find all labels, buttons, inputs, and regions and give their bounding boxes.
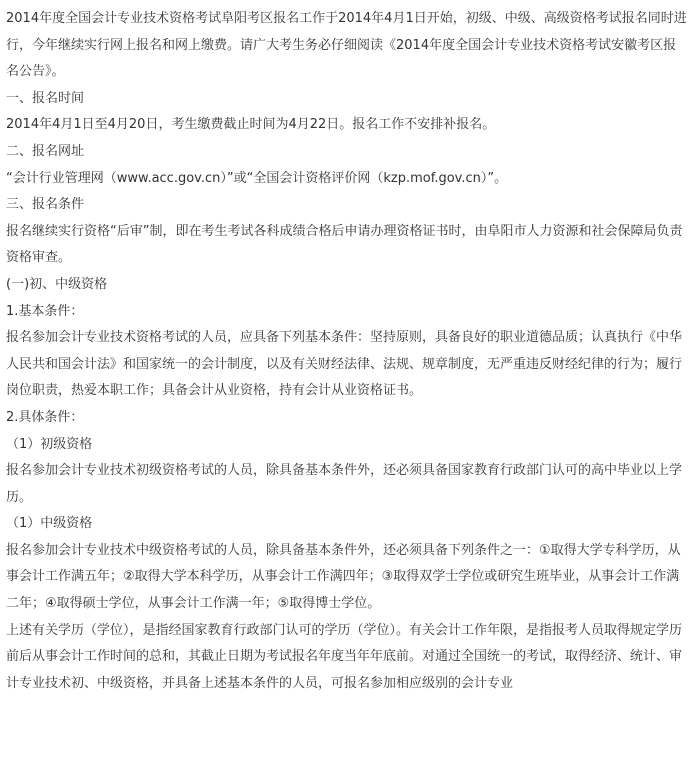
section-heading-registration-conditions: 三、报名条件 [6, 197, 85, 213]
junior-qualification-paragraph: 报名参加会计专业技术初级资格考试的人员，除具备基本条件外，还必须具备国家教育行政部门认可的高中毕业以上学历。 [6, 463, 683, 505]
specific-conditions-heading: 2.具体条件： [6, 409, 84, 425]
education-definition-paragraph: 上述有关学历（学位），是指经国家教育行政部门认可的学历（学位）。有关会计工作年限，是指报考人员取得规定学历前后从事会计工作时间的总和，其截止日期为考试报名年度当年年底前。对通过全国统一的考试，取得经济、统计、审计专业技术初、中级资格，并具备上述基本条件的人员，可报名参加相应级别的会计专业 [6, 622, 683, 691]
section-heading-registration-website: 二、报名网址 [6, 143, 85, 159]
registration-time-paragraph: 2014年4月1日至4月20日，考生缴费截止时间为4月22日。报名工作不安排补报名。 [6, 117, 496, 133]
intro-paragraph: 2014年度全国会计专业技术资格考试阜阳考区报名工作于2014年4月1日开始，初级、中级、高级资格考试报名同时进行，今年继续实行网上报名和网上缴费。请广大考生务必仔细阅读《2014年度全国会计专业技术资格考试安徽考区报名公告》。 [6, 11, 687, 80]
intermediate-qualification-heading: （1）中级资格 [6, 516, 93, 532]
intermediate-qualification-paragraph: 报名参加会计专业技术中级资格考试的人员，除具备基本条件外，还必须具备下列条件之一：①取得大学专科学历，从事会计工作满五年；②取得大学本科学历，从事会计工作满四年；③取得双学士学位或研究生班毕业，从事会计工作满二年；④取得硕士学位，从事会计工作满一年；⑤取得博士学位。 [6, 542, 681, 612]
section-heading-registration-time: 一、报名时间 [6, 90, 85, 106]
registration-website-paragraph: “会计行业管理网（www.acc.gov.cn）”或“全国会计资格评价网（kzp.mof.gov.cn）”。 [6, 170, 508, 186]
basic-conditions-heading: 1.基本条件： [6, 303, 84, 319]
registration-conditions-paragraph: 报名继续实行资格“后审”制，即在考生考试各科成绩合格后申请办理资格证书时，由阜阳市人力资源和社会保障局负责资格审查。 [6, 223, 683, 266]
subsection-heading-junior-intermediate: (一)初、中级资格 [6, 276, 108, 292]
basic-conditions-paragraph: 报名参加会计专业技术资格考试的人员，应具备下列基本条件：坚持原则，具备良好的职业道德品质；认真执行《中华人民共和国会计法》和国家统一的会计制度，以及有关财经法律、法规、规章制度，无严重违反财经纪律的行为；履行岗位职责，热爱本职工作；具备会计从业资格，持有会计从业资格证书。 [6, 330, 683, 399]
junior-qualification-heading: （1）初级资格 [6, 436, 93, 452]
